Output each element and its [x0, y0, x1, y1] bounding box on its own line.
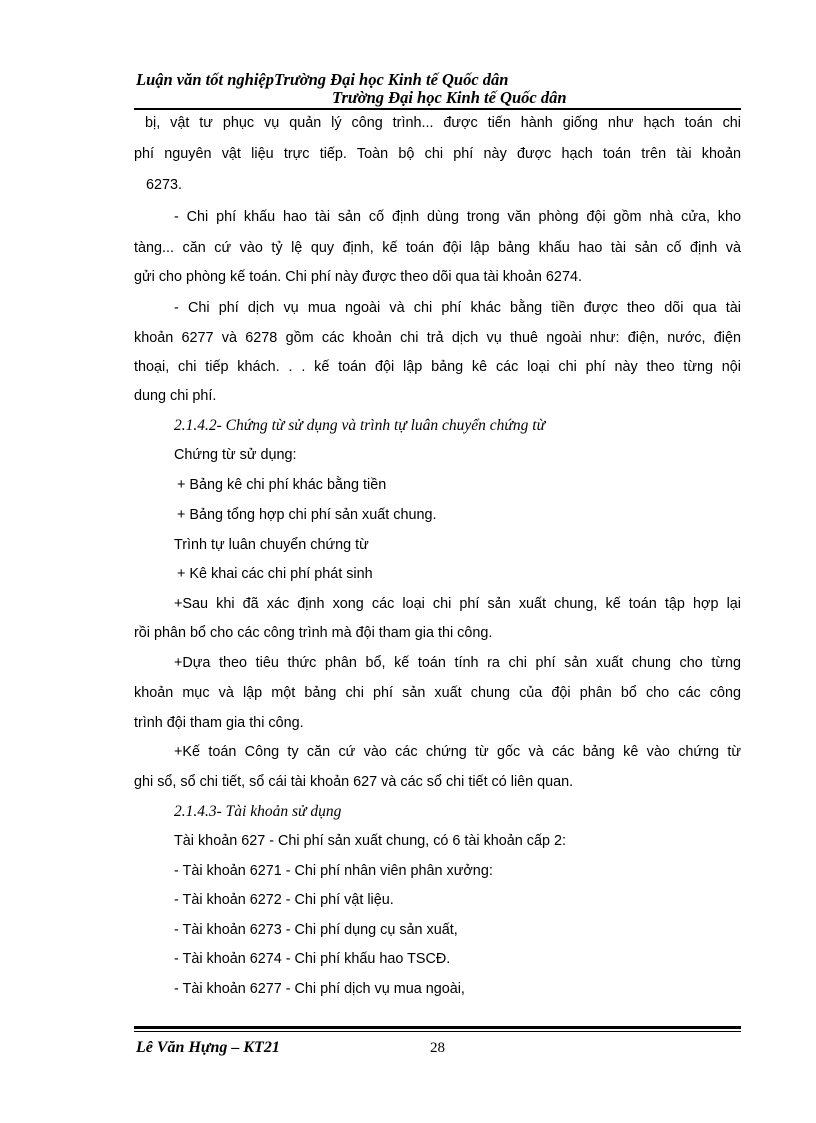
list-item: + Bảng kê chi phí khác bằng tiền [177, 477, 387, 493]
list-item: + Bảng tổng hợp chi phí sản xuất chung. [177, 507, 437, 523]
section-heading: 2.1.4.3- Tài khoản sử dụng [174, 803, 342, 820]
page-number: 28 [430, 1040, 445, 1056]
list-item: - Tài khoản 6272 - Chi phí vật liệu. [174, 892, 394, 908]
body-line: tàng... căn cứ vào tỷ lệ quy định, kế toán đội lập bảng khấu hao tài sản cố định và [134, 240, 741, 256]
body-line: - Chi phí dịch vụ mua ngoài và chi phí khác bằng tiền được theo dõi qua tài [174, 300, 741, 316]
list-item: - Tài khoản 6277 - Chi phí dịch vụ mua ngoài, [174, 981, 465, 997]
body-line: +Sau khi đã xác định xong các loại chi phí sản xuất chung, kế toán tập hợp lại [174, 596, 741, 612]
body-line: bị, vật tư phục vụ quản lý công trình... được tiến hành giống như hạch toán chi [145, 115, 741, 131]
section-heading: 2.1.4.2- Chứng từ sử dụng và trình tự luân chuyển chứng từ [174, 417, 546, 434]
header-line-1: Luận văn tốt nghiệpTrường Đại học Kinh tế Quốc dân [136, 70, 509, 89]
body-line: ghi sổ, sổ chi tiết, sổ cái tài khoản 627 và các sổ chi tiết có liên quan. [134, 774, 574, 790]
footer-rule-thin [134, 1031, 741, 1032]
body-line: - Chi phí khấu hao tài sản cố định dùng trong văn phòng đội gồm nhà cửa, kho [174, 209, 741, 225]
body-line: rồi phân bổ cho các công trình mà đội tham gia thi công. [134, 625, 493, 641]
list-item: - Tài khoản 6271 - Chi phí nhân viên phân xưởng: [174, 863, 493, 879]
body-line: dung chi phí. [134, 388, 217, 404]
body-line: thoại, chi tiếp khách. . . kế toán đội lập bảng kê các loại chi phí này theo từng nội [134, 359, 741, 375]
list-item: + Kê khai các chi phí phát sinh [177, 566, 373, 582]
body-line: khoản 6277 và 6278 gồm các khoản chi trả dịch vụ thuê ngoài như: điện, nước, điện [134, 330, 741, 346]
header-line-2: Trường Đại học Kinh tế Quốc dân [332, 88, 567, 107]
body-line: gửi cho phòng kế toán. Chi phí này được theo dõi qua tài khoản 6274. [134, 269, 582, 285]
body-line: phí nguyên vật liệu trực tiếp. Toàn bộ chi phí này được hạch toán trên tài khoản [134, 146, 741, 162]
body-line: Trình tự luân chuyển chứng từ [174, 537, 369, 553]
body-line: khoản mục và lập một bảng chi phí sản xuất chung của đội phân bổ cho các công [134, 685, 741, 701]
list-item: - Tài khoản 6273 - Chi phí dụng cụ sản xuất, [174, 922, 458, 938]
body-line: 6273. [146, 177, 183, 193]
list-item: - Tài khoản 6274 - Chi phí khấu hao TSCĐ. [174, 951, 451, 967]
header-rule [134, 108, 741, 110]
body-line: trình đội tham gia thi công. [134, 715, 304, 731]
body-line: Chứng từ sử dụng: [174, 447, 297, 463]
body-line: +Dựa theo tiêu thức phân bổ, kế toán tính ra chi phí sản xuất chung cho từng [174, 655, 741, 671]
body-line: +Kế toán Công ty căn cứ vào các chứng từ gốc và các bảng kê vào chứng từ [174, 744, 741, 760]
body-line: Tài khoản 627 - Chi phí sản xuất chung, có 6 tài khoản cấp 2: [174, 833, 566, 849]
footer-rule-thick [134, 1026, 741, 1029]
footer-author: Lê Văn Hựng – KT21 [136, 1039, 280, 1056]
